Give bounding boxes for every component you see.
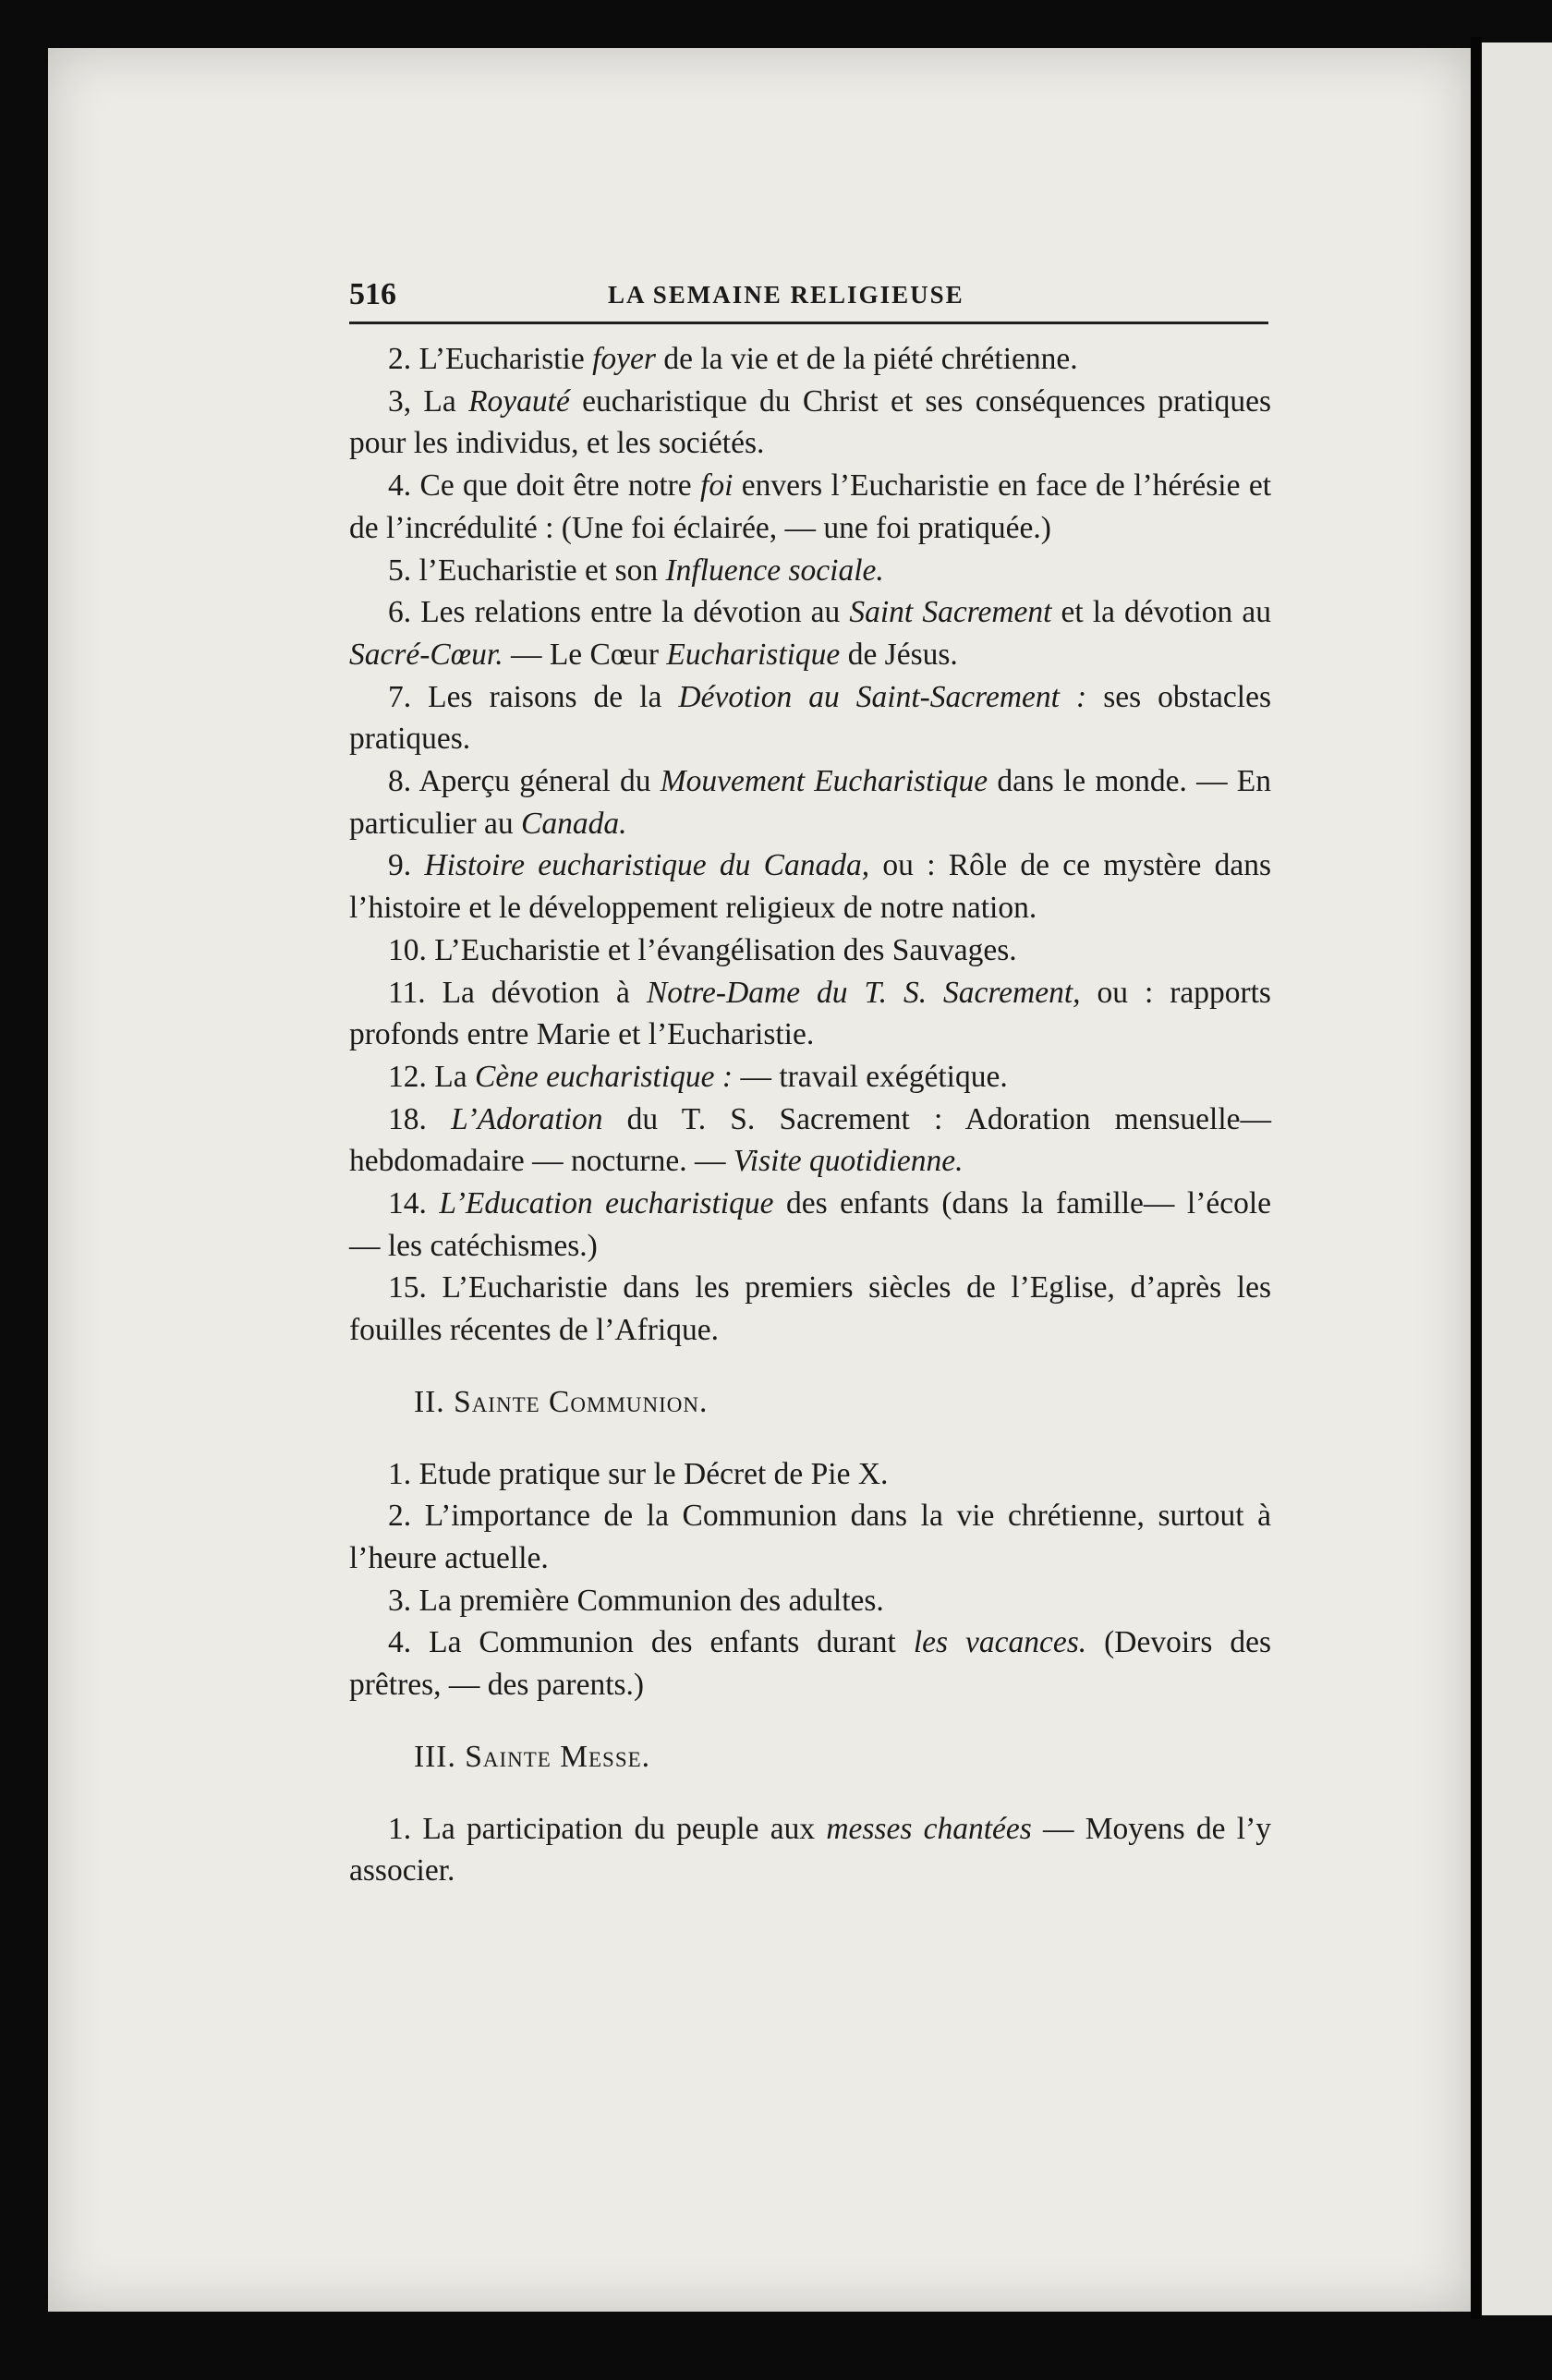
list-item: 5. l’Eucharistie et son Influence sociale. [388, 552, 884, 588]
list-item: 9. Histoire eucharistique du Canada, ou : Rôle de ce mystère dans l’histoire et le développement religieux de notre nation. [349, 848, 1271, 926]
list-item: 1. Etude pratique sur le Décret de Pie X. [388, 1456, 889, 1491]
list-item: 4. Ce que doit être notre foi envers l’Eucharistie en face de l’hérésie et de l’incrédulité : (Une foi éclairée, — une foi pratiquée.) [349, 468, 1272, 545]
list-item: 2. L’importance de la Communion dans la vie chrétienne, surtout à l’heure actuelle. [349, 1499, 1271, 1575]
page-header [349, 273, 1268, 320]
list-item: 14. L’Education eucharistique des enfants (dans la famille— l’école — les catéchismes.) [349, 1186, 1272, 1263]
header-rule [349, 322, 1268, 324]
list-item: 11. La dévotion à Notre-Dame du T. S. Sacrement, ou : rapports profonds entre Marie et l’Eucharistie. [349, 975, 1271, 1052]
list-item: 18. L’Adoration du T. S. Sacrement : Adoration mensuelle— hebdomadaire — nocturne. — Visite quotidienne. [349, 1101, 1271, 1179]
list-item: 1. La participation du peuple aux messes chantées — Moyens de l’y associer. [349, 1811, 1271, 1888]
list-item: 10. L’Eucharistie et l’évangélisation des Sauvages. [388, 932, 1017, 967]
list-item: 8. Aperçu géneral du Mouvement Eucharistique dans le monde. — En particulier au Canada. [349, 764, 1271, 841]
list-item: 3. La première Communion des adultes. [388, 1583, 884, 1618]
section-heading-messe: III. Sainte Messe. [414, 1739, 651, 1774]
list-item: 4. La Communion des enfants durant les vacances. (Devoirs des prêtres, — des parents.) [349, 1625, 1272, 1703]
page-number: 516 [349, 277, 396, 311]
page-gutter-shadow [1471, 37, 1482, 2319]
list-item: 3, La Royauté eucharistique du Christ et ses conséquences pratiques pour les individus, et les sociétés. [349, 383, 1271, 461]
facing-page-edge [1482, 42, 1552, 2315]
section-heading-communion: II. Sainte Communion. [414, 1384, 709, 1419]
section-communion-list [349, 1453, 1271, 1706]
list-item: 7. Les raisons de la Dévotion au Saint-Sacrement : ses obstacles pratiques. [349, 679, 1271, 757]
body-text [349, 338, 1271, 1892]
list-item: 12. La Cène eucharistique : — travail exégétique. [388, 1059, 1008, 1094]
list-item: 2. L’Eucharistie foyer de la vie et de la piété chrétienne. [388, 342, 1078, 376]
list-item: 15. L’Eucharistie dans les premiers siècles de l’Eglise, d’après les fouilles récentes de l’Afrique. [349, 1270, 1271, 1348]
list-item: 6. Les relations entre la dévotion au Saint Sacrement et la dévotion au Sacré-Cœur. — Le Cœur Eucharistique de Jésus. [349, 595, 1271, 672]
section-messe-list [349, 1808, 1271, 1892]
running-title: LA SEMAINE RELIGIEUSE [608, 281, 964, 309]
section-eucharistie-list [349, 338, 1271, 1352]
